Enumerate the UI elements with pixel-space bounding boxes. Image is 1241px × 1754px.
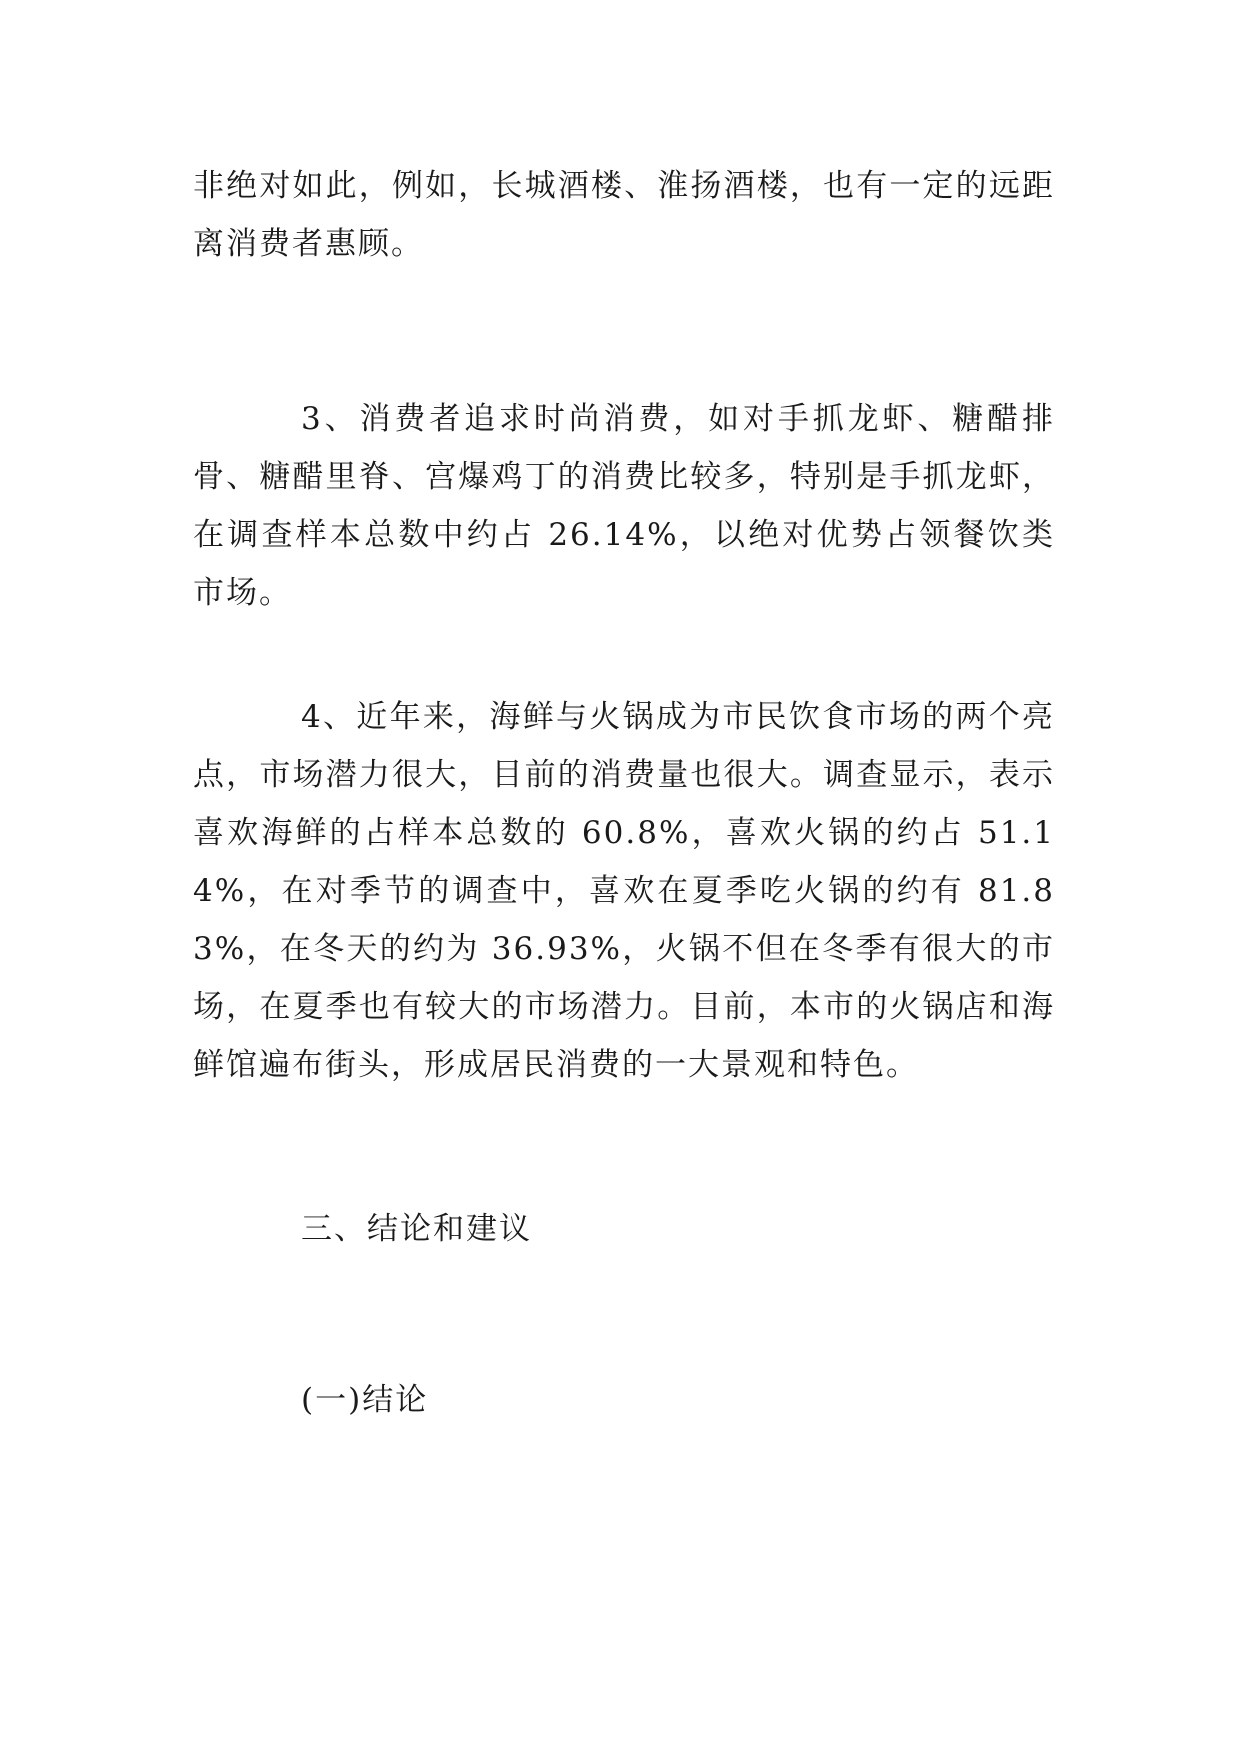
paragraph-point-3: 3、消费者追求时尚消费，如对手抓龙虾、糖醋排骨、糖醋里脊、宫爆鸡丁的消费比较多，特别是手抓龙虾，在调查样本总数中约占 26.14%，以绝对优势占领餐饮类市场。 <box>193 401 1055 611</box>
subsection-heading: (一)结论 <box>301 1382 429 1418</box>
section-heading: 三、结论和建议 <box>301 1211 532 1247</box>
paragraph-point-4: 4、近年来，海鲜与火锅成为市民饮食市场的两个亮点，市场潜力很大，目前的消费量也很大。调查显示，表示喜欢海鲜的占样本总数的 60.8%，喜欢火锅的约占 51.14%，在对季节的调查中，喜欢在夏季吃火锅的约有 81.83%，在冬天的约为 36.93%，火锅不但在冬季有很大的市场，在夏季也有较大的市场潜力。目前，本市的火锅店和海鲜馆遍布街头，形成居民消费的一大景观和特色。 <box>193 699 1055 1083</box>
paragraph-continuation: 非绝对如此，例如，长城酒楼、淮扬酒楼，也有一定的远距离消费者惠顾。 <box>193 168 1055 262</box>
